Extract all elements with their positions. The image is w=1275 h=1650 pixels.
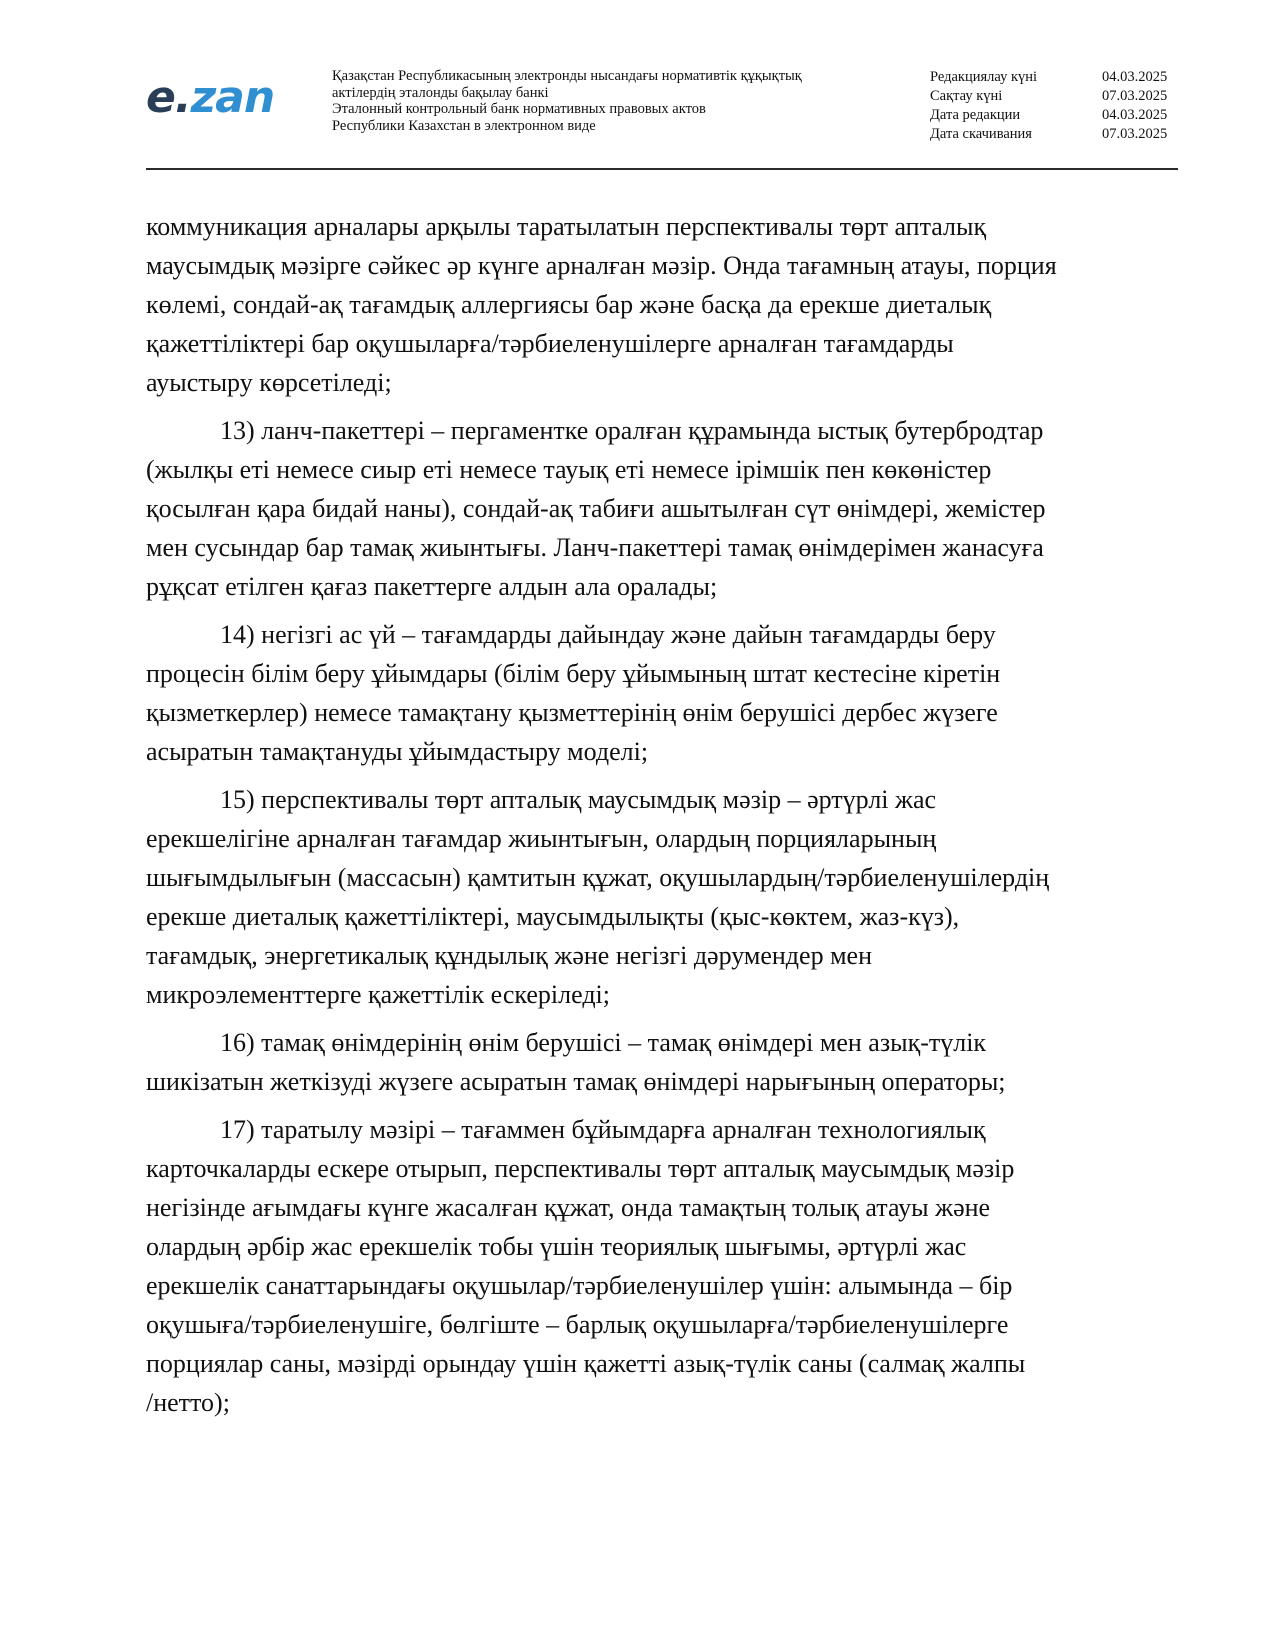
page-header [146, 64, 1178, 172]
meta-value: 04.03.2025 [1102, 69, 1168, 85]
text-line: 14) негізгі ас үй – тағамдарды дайындау және дайын тағамдарды беру [220, 620, 996, 649]
paragraph-item-17 [146, 1110, 1178, 1422]
meta-label: Дата редакции [930, 107, 1021, 123]
text-line: порциялар саны, мәзірді орындау үшін қажетті азық-түлік саны (салмақ жалпы [146, 1349, 1026, 1378]
ezan-logo [146, 74, 274, 122]
text-line: (жылқы еті немесе сиыр еті немесе тауық еті немесе ірімшік пен көкөністер [146, 455, 992, 484]
paragraph-item-15 [146, 780, 1178, 1014]
meta-value: 07.03.2025 [1102, 126, 1168, 142]
text-line: негізінде ағымдағы күнге жасалған құжат, онда тамақтың толық атауы және [146, 1193, 991, 1222]
document-dates [930, 68, 1178, 144]
text-line: ауыстыру көрсетіледі; [146, 368, 392, 397]
header-divider [146, 168, 1178, 170]
meta-label: Дата скачивания [930, 126, 1032, 142]
text-line: олардың әрбір жас ерекшелік тобы үшін теориялық шығымы, әртүрлі жас [146, 1232, 967, 1261]
meta-value: 07.03.2025 [1102, 88, 1168, 104]
meta-label: Сақтау күні [930, 88, 1003, 104]
description-line: Республики Казахстан в электронном виде [332, 117, 596, 134]
paragraph-item-14 [146, 615, 1178, 771]
meta-row-edit-date-ru [930, 106, 1178, 125]
text-line: ерекшелігіне арналған тағамдар жиынтығын, олардың порцияларының [146, 824, 937, 853]
text-line: оқушыға/тәрбиеленушіге, бөлгіште – барлық оқушыларға/тәрбиеленушілерге [146, 1310, 1009, 1339]
description-line: актілердің эталонды бақылау банкі [332, 84, 549, 101]
description-line: Эталонный контрольный банк нормативных правовых актов [332, 101, 706, 117]
text-line: 16) тамақ өнімдерінің өнім берушісі – тамақ өнімдері мен азық-түлік [220, 1028, 987, 1057]
text-line: қажеттіліктері бар оқушыларға/тәрбиеленушілерге арналған тағамдарды [146, 329, 954, 358]
paragraph-continuation [146, 207, 1178, 402]
meta-row-download-date-ru [930, 125, 1178, 144]
text-line: карточкаларды ескере отырып, перспективалы төрт апталық маусымдық мәзір [146, 1154, 1015, 1183]
text-line: рұқсат етілген қағаз пакеттерге алдын ала оралады; [146, 572, 718, 601]
text-line: ерекше диеталық қажеттіліктері, маусымдылықты (қыс-көктем, жаз-күз), [146, 902, 960, 931]
text-line: /нетто); [146, 1388, 230, 1417]
description-line: Қазақстан Республикасының электронды нысандағы нормативтік құқықтық [332, 68, 802, 84]
paragraph-item-16 [146, 1023, 1178, 1101]
text-line: қызметкерлер) немесе тамақтану қызметтерінің өнім берушісі дербес жүзеге [146, 698, 998, 727]
text-line: 17) таратылу мәзірі – тағаммен бұйымдарға арналған технологиялық [220, 1115, 986, 1144]
text-line: микроэлементтерге қажеттілік ескеріледі; [146, 980, 610, 1009]
bank-description [332, 68, 892, 134]
text-line: 13) ланч-пакеттері – пергаментке оралған құрамында ыстық бутербродтар [220, 416, 1044, 445]
meta-row-edit-date-kz [930, 68, 1178, 87]
text-line: тағамдық, энергетикалық құндылық және негізгі дәрумендер мен [146, 941, 872, 970]
logo-text-prefix: e. [146, 72, 191, 123]
logo-text-suffix: zan [190, 72, 275, 123]
text-line: асыратын тамақтануды ұйымдастыру моделі; [146, 737, 649, 766]
text-line: коммуникация арналары арқылы таратылатын перспективалы төрт апталық [146, 212, 987, 241]
text-line: көлемі, сондай-ақ тағамдық аллергиясы бар және басқа да ерекше диеталық [146, 290, 992, 319]
text-line: маусымдық мәзірге сәйкес әр күнге арналған мәзір. Онда тағамның атауы, порция [146, 251, 1057, 280]
paragraph-item-13 [146, 411, 1178, 606]
document-body [146, 207, 1178, 1431]
text-line: мен сусындар бар тамақ жиынтығы. Ланч-пакеттері тамақ өнімдерімен жанасуға [146, 533, 1044, 562]
text-line: ерекшелік санаттарындағы оқушылар/тәрбиеленушілер үшін: алымында – бір [146, 1271, 1013, 1300]
meta-value: 04.03.2025 [1102, 107, 1168, 123]
text-line: 15) перспективалы төрт апталық маусымдық мәзір – әртүрлі жас [220, 785, 937, 814]
text-line: процесін білім беру ұйымдары (білім беру ұйымының штат кестесіне кіретін [146, 659, 1001, 688]
text-line: шығымдылығын (массасын) қамтитын құжат, оқушылардың/тәрбиеленушілердің [146, 863, 1050, 892]
meta-row-save-date-kz [930, 87, 1178, 106]
text-line: шикізатын жеткізуді жүзеге асыратын тамақ өнімдері нарығының операторы; [146, 1067, 1006, 1096]
text-line: қосылған қара бидай наны), сондай-ақ табиғи ашытылған сүт өнімдері, жемістер [146, 494, 1046, 523]
meta-label: Редакциялау күні [930, 69, 1038, 85]
